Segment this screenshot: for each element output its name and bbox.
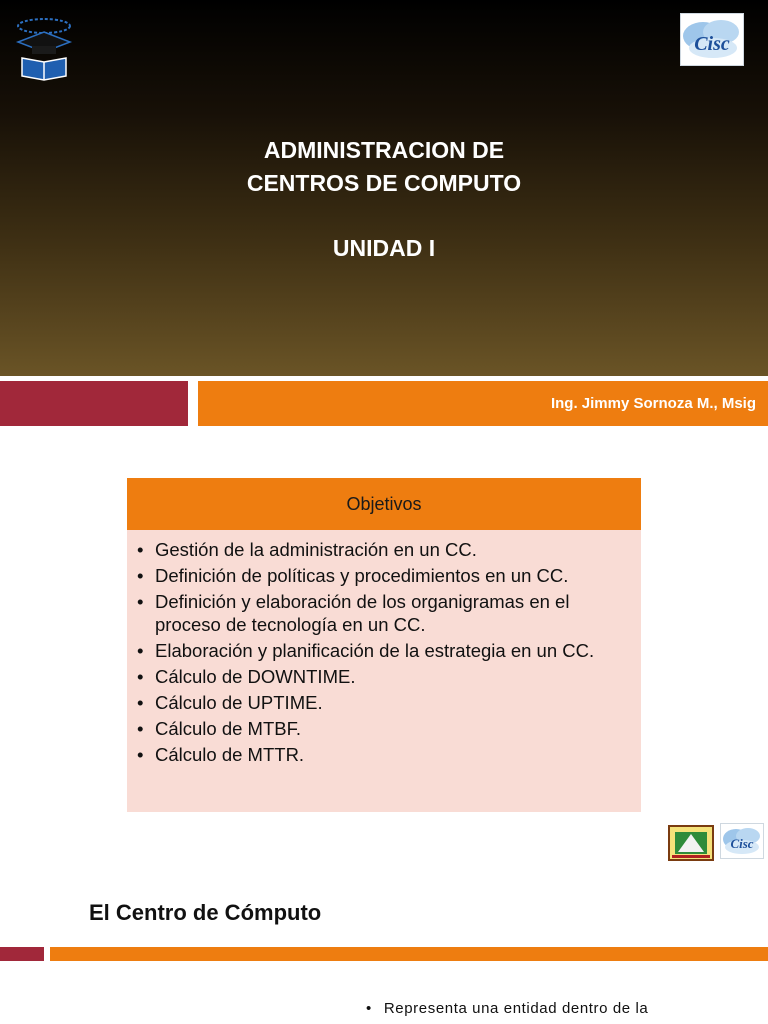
objective-item: • Gestión de la administración en un CC.: [137, 538, 631, 561]
objective-item: • Elaboración y planificación de la estrategia en un CC.: [137, 639, 631, 662]
objectives-header: Objetivos: [127, 478, 641, 530]
presentation-title: [0, 134, 768, 200]
cisc-logo-small-icon: [721, 824, 763, 858]
unit-title: UNIDAD I: [332, 235, 436, 261]
section-bar-orange: [50, 947, 768, 961]
cisc-logo-text: Cisc: [694, 33, 730, 55]
section-bar-red: [0, 947, 44, 961]
title-line-1: ADMINISTRACION DE: [263, 137, 505, 163]
objective-item: • Definición y elaboración de los organigramas en el proceso de tecnología en un CC.: [137, 590, 631, 636]
accent-bar-red: [0, 381, 188, 426]
objective-item: • Cálculo de UPTIME.: [137, 691, 631, 714]
content-bullet: • Representa una entidad dentro de la: [366, 1000, 648, 1017]
objective-item: • Cálculo de DOWNTIME.: [137, 665, 631, 688]
section-title: El Centro de Cómputo: [89, 900, 322, 925]
university-logo-icon: [14, 14, 74, 86]
objective-item: • Cálculo de MTTR.: [137, 743, 631, 766]
cisc-logo-small: [720, 823, 764, 859]
objective-item: • Cálculo de MTBF.: [137, 717, 631, 740]
objectives-table: [127, 478, 641, 812]
author-name: Ing. Jimmy Sornoza M., Msig: [550, 395, 756, 412]
title-slide: [0, 0, 768, 376]
objective-item: • Definición de políticas y procedimientos en un CC.: [137, 564, 631, 587]
cisc-logo: [680, 13, 744, 66]
title-line-2: CENTROS DE COMPUTO: [246, 170, 522, 196]
footer-logos: [668, 823, 766, 861]
cisc-logo-icon: [681, 14, 743, 65]
objectives-list: [127, 530, 641, 766]
cisc-logo-small-text: Cisc: [730, 836, 754, 851]
faculty-logo-icon: [668, 825, 714, 861]
